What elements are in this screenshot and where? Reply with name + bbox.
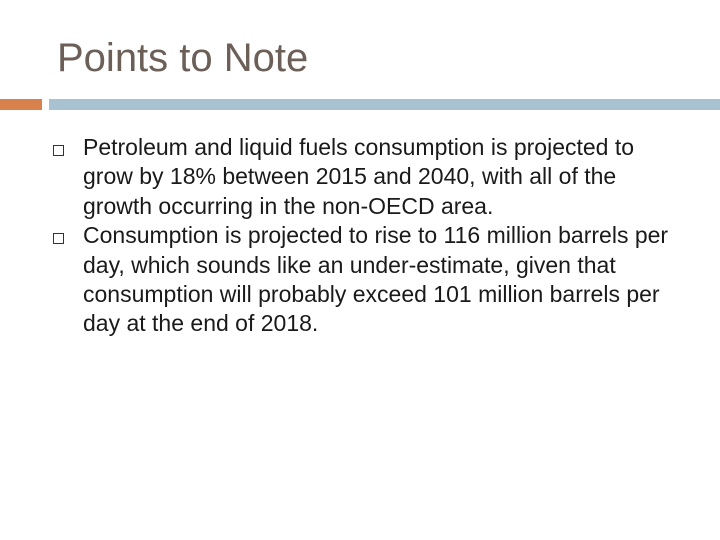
square-bullet-icon — [53, 233, 64, 244]
bullet-text: Petroleum and liquid fuels consumption is projected to grow by 18% between 2015 and 2040, with all of the growth occurring in the non-OECD area. — [83, 134, 635, 219]
slide-title: Points to Note — [57, 36, 309, 80]
square-bullet-icon — [53, 145, 64, 156]
bullet-text: Consumption is projected to rise to 116 million barrels per day, which sounds like an under-estimate, given that consumption will probably exceed 101 million barrels per day at the end of 2018. — [83, 222, 669, 337]
title-underline-accent-orange — [0, 99, 42, 110]
bullet-list — [47, 133, 687, 339]
bullet-item — [47, 221, 687, 339]
title-underline-accent-blue — [49, 99, 720, 110]
bullet-item — [47, 133, 687, 221]
